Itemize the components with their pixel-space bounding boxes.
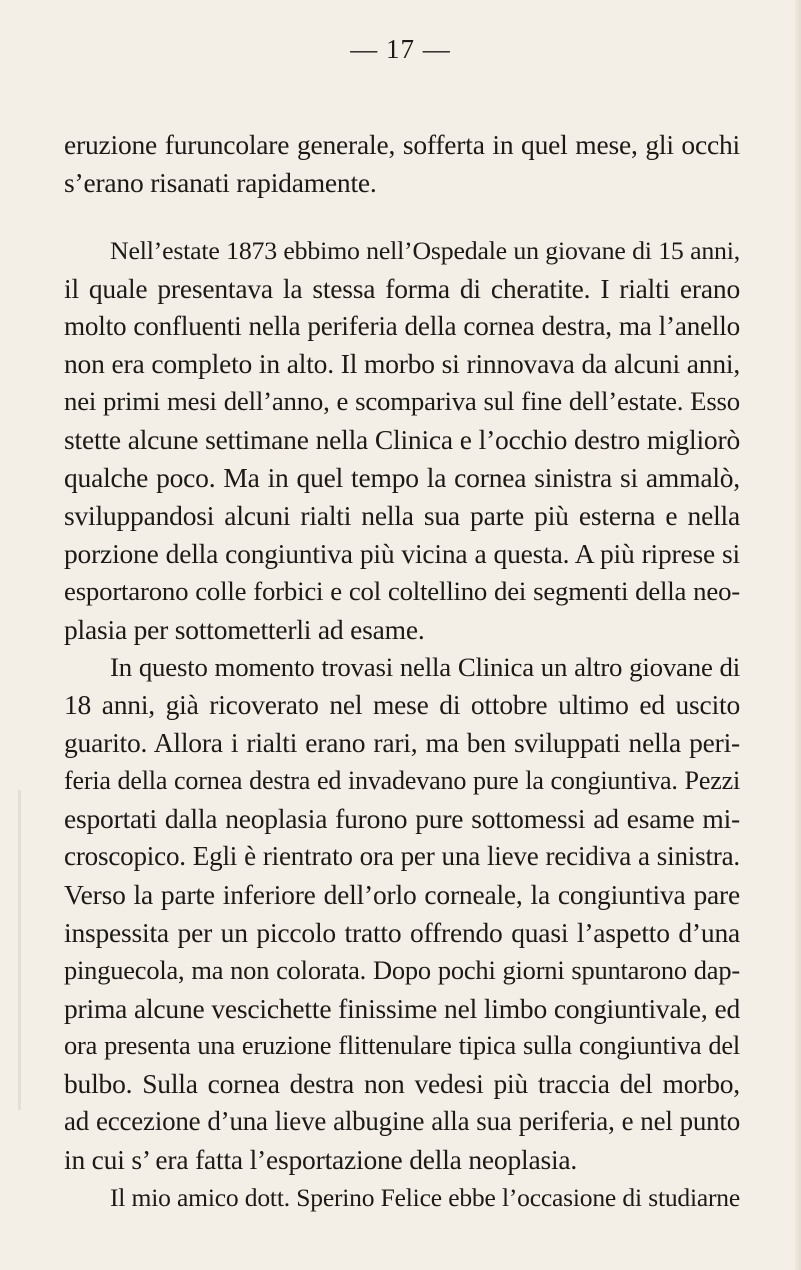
text-line: In questo momento trovasi nella Clinica un altro giovane di [110, 651, 740, 682]
scan-edge [795, 0, 801, 1270]
text-line: esportarono colle forbici e col coltellino dei segmenti della neo- [64, 575, 740, 606]
text-line: feria della cornea destra ed invadevano pure la congiuntiva. Pezzi [64, 766, 740, 796]
text-line: porzione della congiuntiva più vicina a questa. A più riprese si [64, 537, 740, 569]
text-line: eruzione furuncolare generale, sofferta in quel mese, gli occhi [64, 129, 740, 160]
paragraph-1 [64, 126, 740, 202]
paragraph-2 [64, 232, 740, 649]
text-line: il quale presentava la stessa forma di cheratite. I rialti erano [64, 272, 740, 304]
text-line: Nell’estate 1873 ebbimo nell’Ospedale un giovane di 15 anni, [110, 235, 740, 265]
text-line: Il mio amico dott. Sperino Felice ebbe l’occasione di studiarne [110, 1183, 740, 1213]
body-text [64, 126, 740, 1217]
text-line: sviluppandosi alcuni rialti nella sua parte più esterna e nella [64, 500, 740, 532]
text-line: prima alcune vescichette finissime nel limbo congiuntivale, ed [64, 992, 740, 1024]
text-line: 18 anni, già ricoverato nel mese di ottobre ultimo ed uscito [64, 689, 740, 721]
text-line: inspessita per un piccolo tratto offrendo quasi l’aspetto d’una [64, 916, 740, 948]
text-line: esportati dalla neoplasia furono pure sottomessi ad esame mi- [64, 803, 740, 835]
text-line: ad eccezione d’una lieve albugine alla sua periferia, e nel punto [64, 1106, 740, 1137]
text-line: bulbo. Sulla cornea destra non vedesi più traccia del morbo, [64, 1068, 740, 1100]
text-line: ora presenta una eruzione flittenulare tipica sulla congiuntiva del [64, 1030, 740, 1061]
text-line: molto confluenti nella periferia della cornea destra, ma l’anello [64, 310, 740, 341]
text-line: croscopico. Egli è rientrato ora per una lieve recidiva a sinistra. [64, 841, 740, 872]
scan-smudge [18, 790, 21, 1110]
text-line: s’erano risanati rapidamente. [64, 166, 377, 198]
text-line: non era completo in alto. Il morbo si rinnovava da alcuni anni, [64, 348, 740, 380]
text-line: in cui s’ era fatta l’esportazione della neoplasia. [64, 1144, 578, 1176]
paragraph-3 [64, 649, 740, 1179]
text-line: stette alcune settimane nella Clinica e l’occhio destro migliorò [64, 424, 740, 456]
text-line: pinguecola, ma non colorata. Dopo pochi giorni spuntarono dap- [64, 954, 740, 985]
text-line: Verso la parte inferiore dell’orlo corneale, la congiuntiva pare [64, 878, 740, 910]
paragraph-4 [64, 1179, 740, 1217]
text-line: qualche poco. Ma in quel tempo la cornea sinistra si ammalò, [64, 462, 740, 494]
text-line: nei primi mesi dell’anno, e scompariva sul fine dell’estate. Esso [64, 386, 740, 417]
text-line: guarito. Allora i rialti erano rari, ma ben sviluppati nella peri- [64, 727, 740, 759]
text-line: plasia per sottometterli ad esame. [64, 613, 425, 645]
page-number: — 17 — [350, 34, 451, 64]
